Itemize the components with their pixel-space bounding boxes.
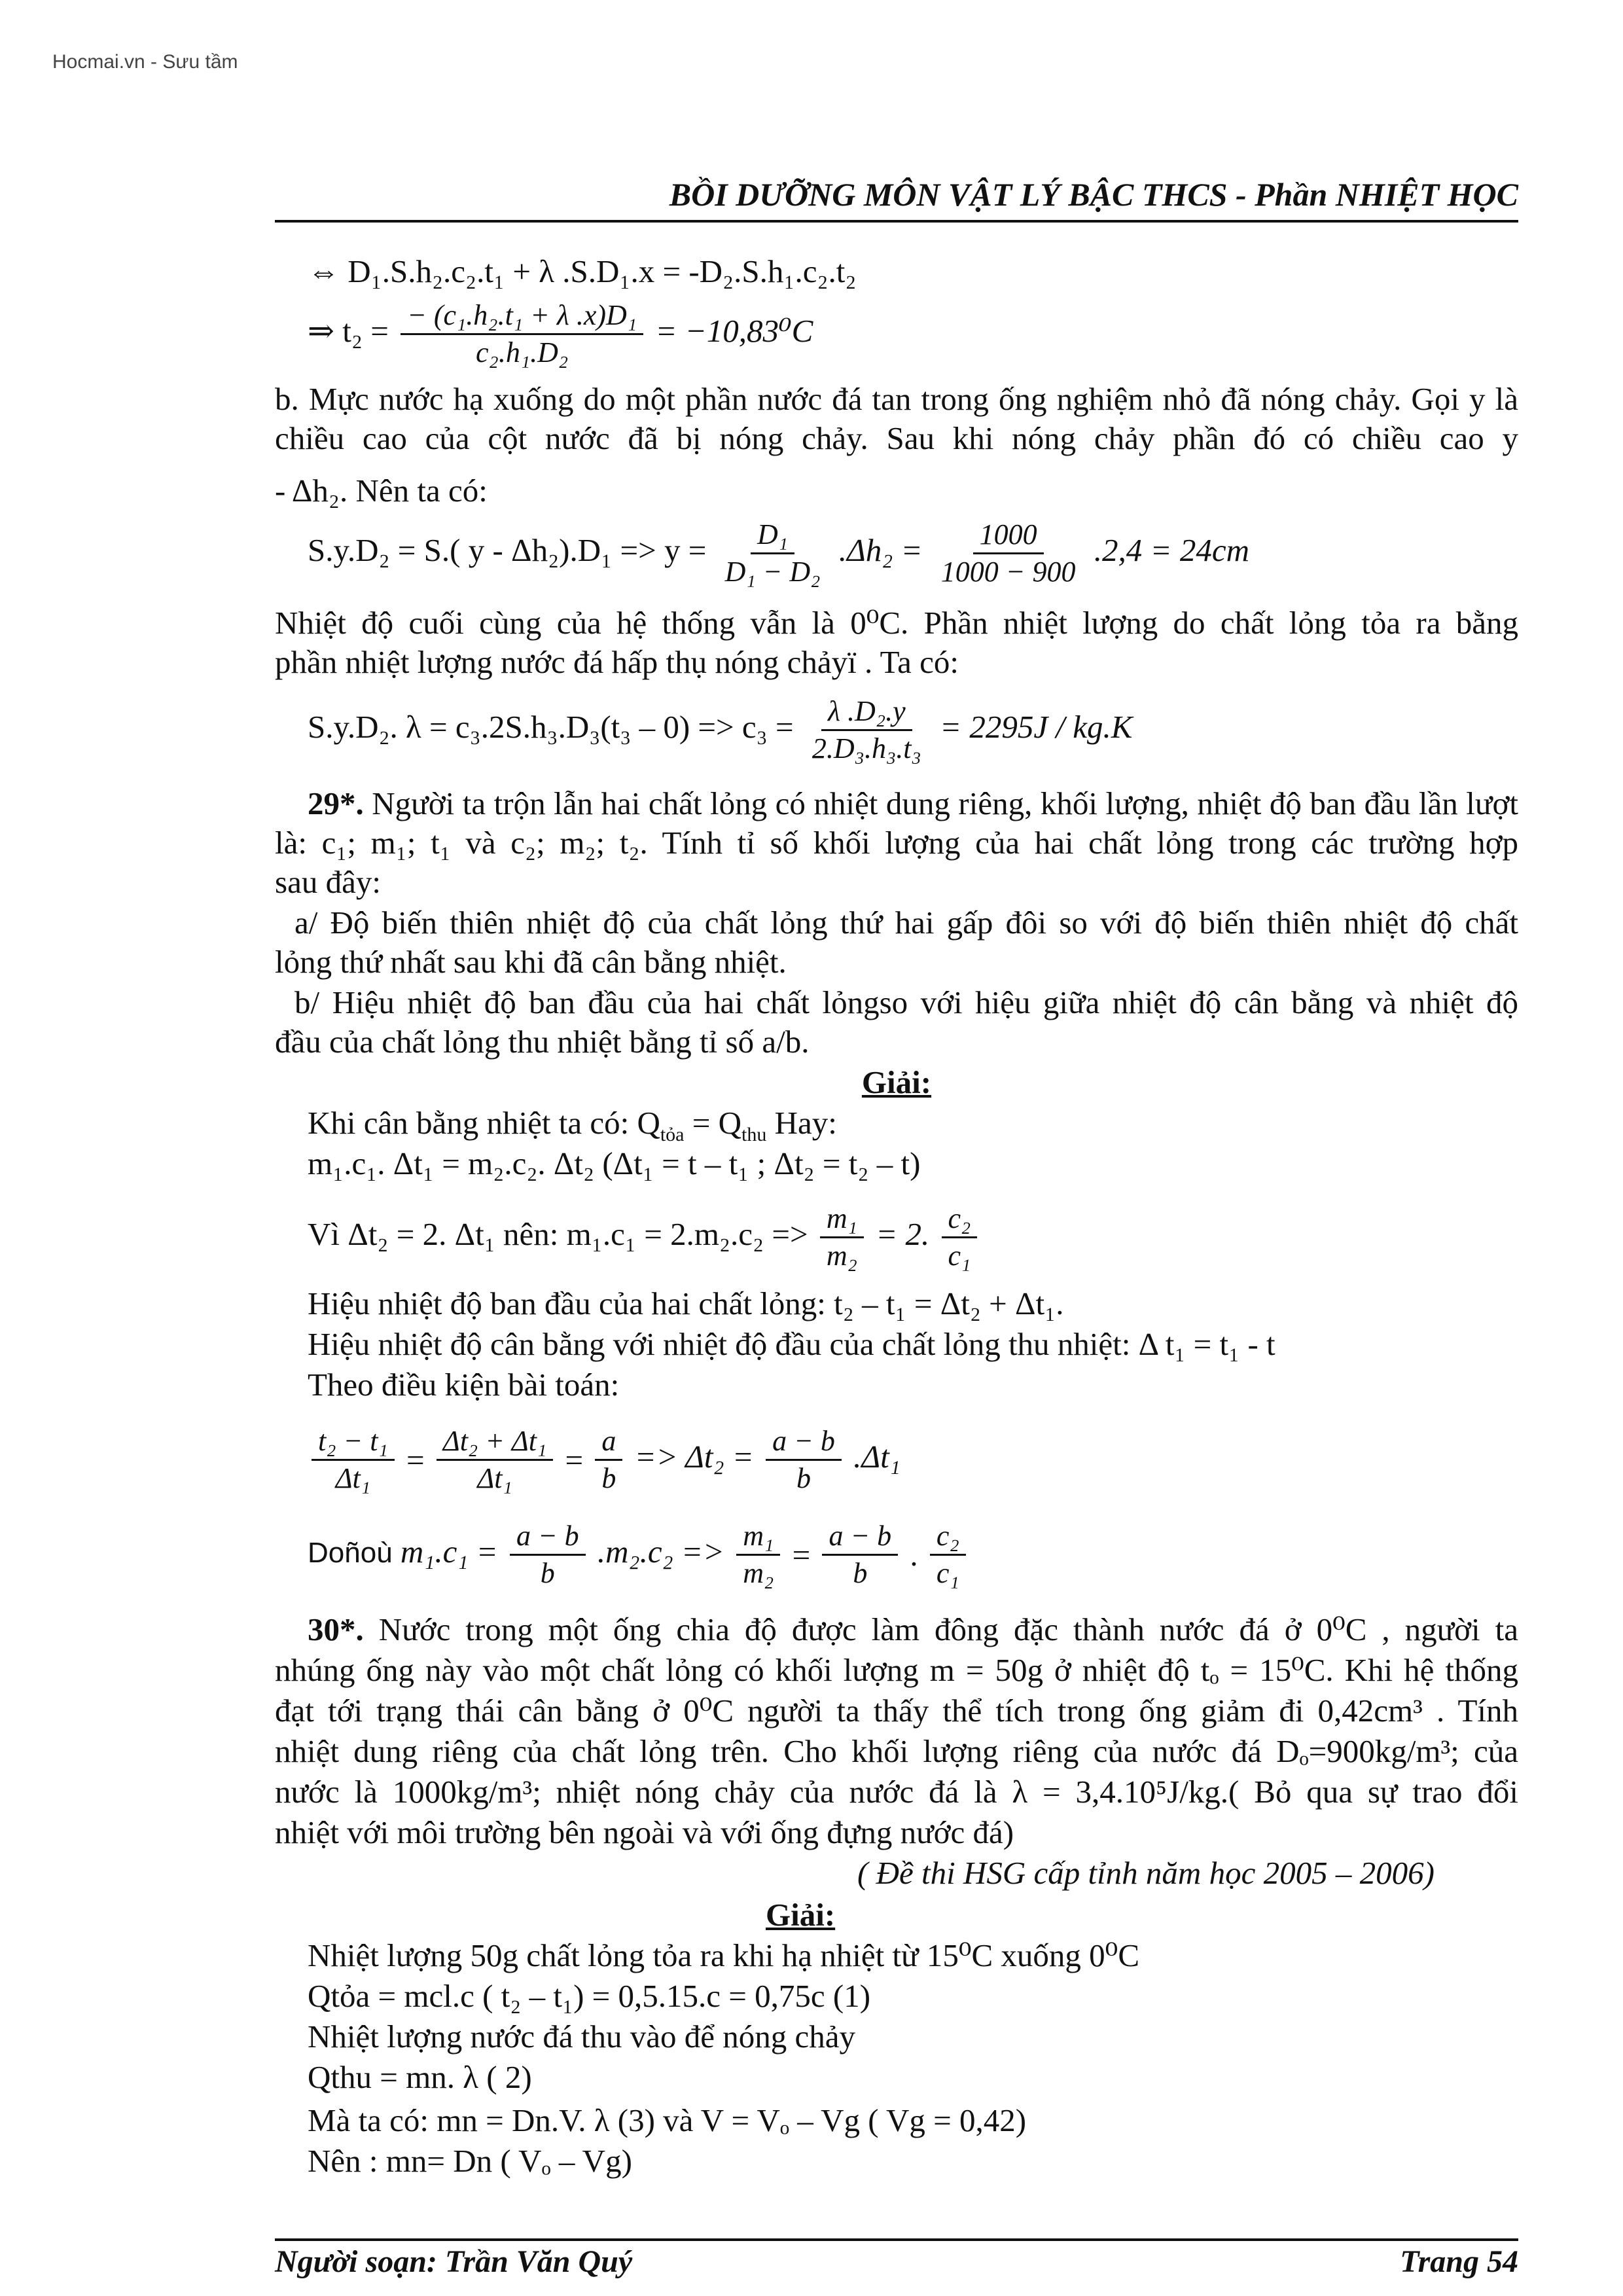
problem-29b-last: đầu của chất lỏng thu nhiệt bằng tỉ số a/b. [275,1024,810,1060]
sol29-line-7-eq1: = [406,1441,425,1478]
problem-30-line-5: nước là 1000kg/m³; nhiệt nóng chảy của nước đá là λ = 3,4.10⁵J/kg.( Bỏ qua sự trao đổi [275,1774,1518,1810]
sol29-line-8-mid: .m₂.c₂ => [597,1533,724,1570]
eq-line-1: ⇔ D₁.S.h₂.c₂.t₁ + λ .S.D₁.x = -D₂.S.h₁.c₂.t₂ [308,253,857,289]
problem-29b: b/ Hiệu nhiệt độ ban đầu của hai chất lỏngso với hiệu giữa nhiệt độ cân bằng và nhiệt độ [294,984,1518,1020]
sol29-line-7-frac3 [595,1424,622,1496]
sol29-line-1-sub-a: tỏa [660,1123,685,1145]
eq-c3-result: = 2295J / kg.K [940,708,1133,745]
sol29-line-7 [308,1424,901,1496]
sol29-line-8-frac4 [930,1518,966,1591]
sol29-line-7-frac1-den: Δt₁ [335,1462,371,1494]
sol29-line-8-frac3-den: b [853,1557,868,1589]
eq-c3-num: λ .D₂.y [821,694,912,731]
problem-29 [275,784,1518,863]
footer-author: Người soạn: Trần Văn Quý [275,2244,633,2279]
sol29-line-7-frac3-den: b [601,1462,616,1494]
sol29-line-2: m₁.c₁. Δt₁ = m₂.c₂. Δt₂ (Δt₁ = t – t₁ ; Δt₂ = t₂ – t) [308,1145,921,1181]
problem-30-source: ( Đề thi HSG cấp tỉnh năm học 2005 – 2006) [857,1855,1435,1891]
problem-30-line-3: đạt tới trạng thái cân bằng ở 0⁰C người ta thấy thể tích trong ống giảm đi 0,42cm³ . Tính [275,1693,1518,1729]
sol29-line-7-frac4-den: b [796,1462,811,1494]
sol29-line-8-eq1: m₁.c₁ = [400,1533,498,1570]
sol29-line-4: Hiệu nhiệt độ ban đầu của hai chất lỏng: t₂ – t₁ = Δt₂ + Δt₁. [308,1285,1064,1321]
sol29-line-7-post: .Δt₁ [853,1438,901,1475]
sol29-line-1-b: = Q [684,1105,742,1141]
sol29-line-3-frac1 [820,1201,864,1274]
sol29-line-7-mid: => Δt₂ = [634,1438,754,1475]
sol29-line-7-frac2-den: Δt₁ [477,1462,512,1494]
problem-30-line-1 [275,1610,1518,1649]
sol29-line-3-frac2-num: c₂ [942,1201,978,1238]
sol29-line-8-frac1 [510,1518,586,1591]
sol30-line-1: Nhiệt lượng 50g chất lỏng tỏa ra khi hạ nhiệt từ 15⁰C xuống 0⁰C [308,1937,1140,1973]
footer-page-number: Trang 54 [1400,2244,1518,2279]
sol29-line-7-frac4-num: a − b [766,1424,842,1461]
problem-30-line-4: nhiệt dung riêng của chất lỏng trên. Cho khối lượng riêng của nước đá Dₒ=900kg/m³; của [275,1733,1518,1769]
sol29-line-8-pre: Doñoù [308,1536,393,1569]
sol29-line-7-frac3-num: a [595,1424,622,1461]
sol29-line-3-frac2-den: c₁ [948,1240,971,1272]
eq-t2-fraction [401,298,643,370]
sol29-line-1-a: Khi cân bằng nhiệt ta có: Q [308,1105,660,1141]
sol29-line-5: Hiệu nhiệt độ cân bằng với nhiệt độ đầu của chất lỏng thu nhiệt: Δ t₁ = t₁ - t [308,1326,1275,1362]
page-header: BỒI DƯỠNG MÔN VẬT LÝ BẬC THCS - Phần NHIỆT HỌC [669,176,1518,213]
para-2: Nhiệt độ cuối cùng của hệ thống vẫn là 0⁰C. Phần nhiệt lượng do chất lỏng tỏa ra bằng [275,605,1518,641]
eq-y-frac1-num: D₁ [751,517,794,554]
eq-t2-result: = −10,83⁰C [655,312,813,349]
sol30-line-5: Mà ta có: mn = Dn.V. λ (3) và V = Vₒ – Vg ( Vg = 0,42) [308,2102,1027,2138]
problem-29-number: 29*. [308,785,364,821]
sol29-line-8-frac4-den: c₁ [936,1557,959,1589]
solution-heading-29: Giải: [861,1064,932,1100]
problem-30-line-2: nhúng ống này vào một chất lỏng có khối lượng m = 50g ở nhiệt độ tₒ = 15⁰C. Khi hệ thống [275,1652,1518,1688]
header-rule [275,220,1518,223]
para-b: b. Mực nước hạ xuống do một phần nước đá tan trong ống nghiệm nhỏ đã nóng chảy. Gọi y là chiều cao của cột nước đã bị nóng chảy. Sau khi nóng chảy phần đó có chiều cao y [275,381,1518,456]
sol30-line-3: Nhiệt lượng nước đá thu vào để nóng chảy [308,2018,856,2054]
problem-30-text-1: Nước trong một ống chia độ được làm đông đặc thành nước đá ở 0⁰C , người ta [363,1611,1518,1647]
sol29-line-7-eq2: = [565,1441,584,1478]
sol29-line-3 [308,1201,981,1274]
para-b-last: - Δh₂. Nên ta có: [275,473,488,509]
sol29-line-7-frac2-num: Δt₂ + Δt₁ [437,1424,553,1461]
page-footer [275,2244,1518,2280]
eq-y-frac2-den: 1000 − 900 [940,556,1076,588]
eq-c3-den: 2.D₃.h₃.t₃ [812,732,921,764]
sol29-line-7-frac2 [437,1424,553,1496]
eq-c3-fraction [806,694,928,766]
sol29-line-3-frac1-den: m₂ [826,1240,857,1272]
sol29-line-3-frac2 [942,1201,978,1274]
sol30-line-6: Nên : mn= Dn ( Vₒ – Vg) [308,2143,632,2179]
sol29-line-8-frac2-num: m₁ [736,1518,780,1556]
watermark: Hocmai.vn - Sưu tầm [52,51,238,73]
sol29-line-8-frac4-num: c₂ [930,1518,966,1556]
eq-y-post: .2,4 = 24cm [1094,531,1249,568]
solution-heading-30: Giải: [766,1897,836,1933]
eq-c3-pre: S.y.D₂. λ = c₃.2S.h₃.D₃(t₃ – 0) => c₃ = [308,708,794,745]
sol30-line-4: Qthu = mn. λ ( 2) [308,2059,532,2095]
sol29-line-6: Theo điều kiện bài toán: [308,1367,620,1403]
sol29-line-1-sub-c: thu [741,1123,767,1145]
sol29-line-1-d: Hay: [766,1105,837,1141]
problem-30-number: 30*. [308,1611,364,1647]
eq-c3 [308,694,1132,766]
eq-t2-num: − (c₁.h₂.t₁ + λ .x)D₁ [401,298,643,335]
footer-rule [275,2238,1518,2241]
sol29-line-8-frac3 [822,1518,898,1591]
sol29-line-7-frac4 [766,1424,842,1496]
sol29-line-8 [308,1518,970,1591]
problem-30-last: nhiệt với môi trường bên ngoài và với ống đựng nước đá) [275,1814,1014,1850]
eq-y-pre: S.y.D₂ = S.( y - Δh₂).D₁ => y = [308,531,707,568]
problem-29-text: Người ta trộn lẫn hai chất lỏng có nhiệt dung riêng, khối lượng, nhiệt độ ban đầu lần lượt là: c₁; m₁; t₁ và c₂; m₂; t₂. Tính tỉ số khối lượng của hai chất lỏng trong các trường hợp [275,785,1518,861]
sol29-line-8-frac1-num: a − b [510,1518,586,1556]
para-2-last: phần nhiệt lượng nước đá hấp thụ nóng chảyï . Ta có: [275,644,959,680]
sol29-line-8-frac2-den: m₂ [743,1557,774,1589]
eq-y [308,517,1249,590]
sol29-line-3-frac1-num: m₁ [820,1201,864,1238]
sol29-line-8-dot: . [910,1536,918,1573]
sol29-line-8-eq2: = [792,1536,811,1573]
eq-t2 [308,298,813,370]
sol29-line-3-pre: Vì Δt₂ = 2. Δt₁ nên: m₁.c₁ = 2.m₂.c₂ => [308,1215,808,1252]
problem-29a-last: lỏng thứ nhất sau khi đã cân bằng nhiệt. [275,944,787,980]
eq-y-mid: .Δh₂ = [838,531,923,568]
sol29-line-3-mid: = 2. [876,1215,930,1252]
eq-y-frac2-num: 1000 [973,517,1044,554]
problem-29a: a/ Độ biến thiên nhiệt độ của chất lỏng thứ hai gấp đôi so với độ biến thiên nhiệt độ chất [294,905,1518,941]
eq-t2-pre: ⇒ t₂ = [308,312,389,349]
eq-y-frac1-den: D₁ − D₂ [724,556,821,588]
eq-y-frac1 [719,517,827,590]
sol29-line-7-frac1 [312,1424,395,1496]
eq-y-frac2 [935,517,1082,590]
sol30-line-2: Qtỏa = mcl.c ( t₂ – t₁) = 0,5.15.c = 0,75c (1) [308,1978,871,2014]
sol29-line-7-frac1-num: t₂ − t₁ [312,1424,395,1461]
sol29-line-8-frac2 [736,1518,780,1591]
eq-t2-den: c₂.h₁.D₂ [476,336,569,368]
sol29-line-8-frac1-den: b [540,1557,555,1589]
problem-29-last: sau đây: [275,864,381,900]
sol29-line-8-frac3-num: a − b [822,1518,898,1556]
